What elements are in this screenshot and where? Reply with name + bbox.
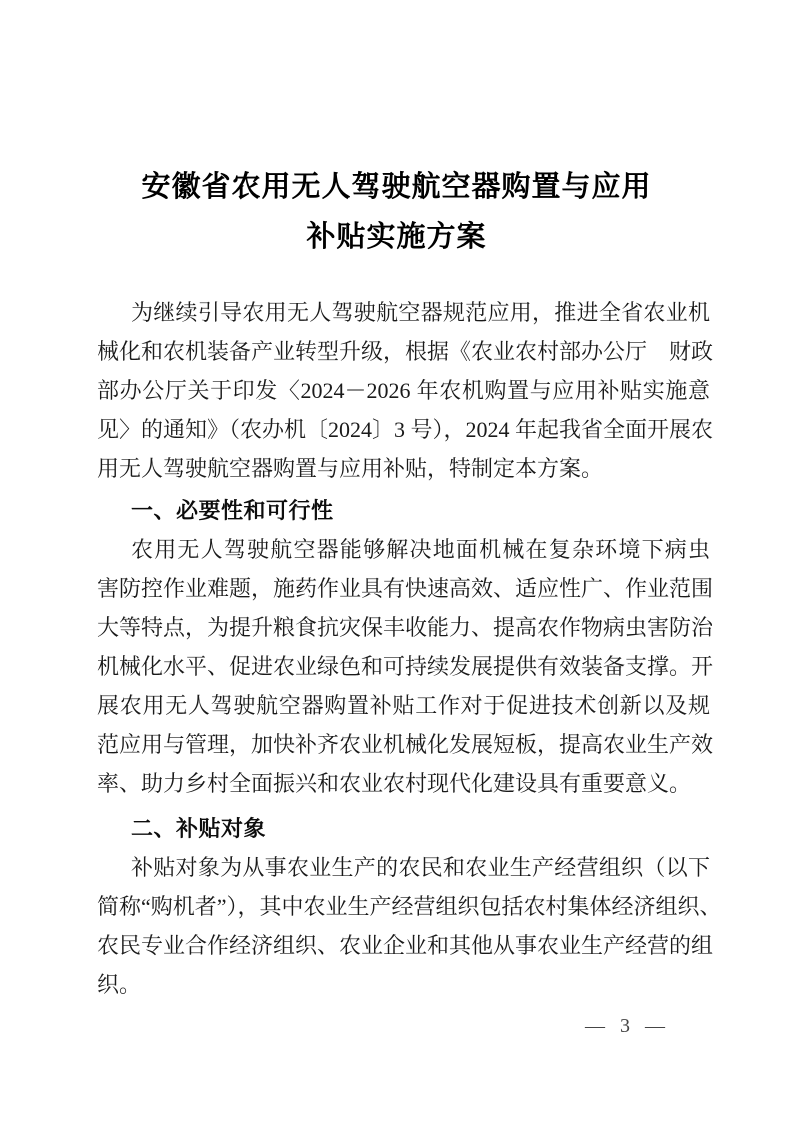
p2-line-1: 农用无人驾驶航空器能够解决地面机械在复杂环境下病虫	[131, 537, 710, 562]
p1-line-2: 械化和农机装备产业转型升级，根据《农业农村部办公厅 财政	[97, 339, 714, 364]
p3-line-4: 织。	[97, 972, 142, 997]
p2-line-6: 范应用与管理，加快补齐农业机械化发展短板，提高农业生产效	[97, 732, 714, 757]
p2-line-4: 机械化水平、促进农业绿色和可持续发展提供有效装备支撑。开	[97, 654, 714, 679]
p2-line-2: 害防控作业难题，施药作业具有快速高效、适应性广、作业范围	[97, 576, 714, 601]
p1-line-3: 部办公厅关于印发〈2024－2026 年农机购置与应用补贴实施意	[97, 378, 710, 403]
document-title-line-1: 安徽省农用无人驾驶航空器购置与应用	[141, 171, 652, 203]
document-body	[97, 293, 722, 1004]
p3-line-3: 农民专业合作经济组织、农业企业和其他从事农业生产经营的组	[97, 933, 714, 958]
document-title	[47, 162, 747, 262]
p1-line-4: 见〉的通知》（农办机〔2024〕3 号），2024 年起我省全面开展农	[97, 417, 714, 442]
section-heading-2: 二、补贴对象	[131, 816, 267, 841]
p2-line-7: 率、助力乡村全面振兴和农业农村现代化建设具有重要意义。	[97, 771, 692, 796]
p3-line-2: 简称“购机者”），其中农业生产经营组织包括农村集体经济组织、	[97, 894, 722, 919]
section-heading-1: 一、必要性和可行性	[131, 498, 334, 523]
p3-line-1: 补贴对象为从事农业生产的农民和农业生产经营组织（以下	[131, 855, 710, 880]
paragraph-1	[97, 293, 714, 488]
document-title-line-2: 补贴实施方案	[306, 221, 487, 253]
p1-line-1: 为继续引导农用无人驾驶航空器规范应用，推进全省农业机	[131, 300, 710, 325]
paragraph-2	[97, 530, 714, 803]
p2-line-3: 大等特点，为提升粮食抗灾保丰收能力、提高农作物病虫害防治	[97, 615, 714, 640]
p2-line-5: 展农用无人驾驶航空器购置补贴工作对于促进技术创新以及规	[97, 693, 710, 718]
paragraph-3	[97, 848, 722, 1004]
page-number: — 3 —	[585, 1015, 665, 1037]
p1-line-5: 用无人驾驶航空器购置与应用补贴，特制定本方案。	[97, 456, 604, 481]
